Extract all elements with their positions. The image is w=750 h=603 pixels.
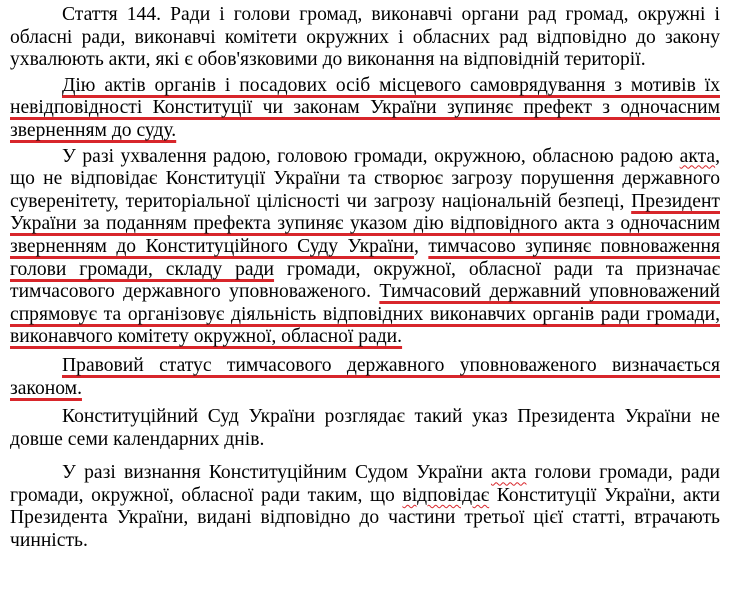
text-segment: , що не відповідає Конституції України та створює загрозу порушення державного суверенітету, територіальної цілісності чи загрозу національній безпеці, — [10, 145, 720, 212]
text-segment: У разі визнання Конституційним Судом України — [62, 462, 491, 484]
text-segment: голови громади, ради громади, окружної, обласної ради таким, що — [10, 462, 720, 506]
underlined-temporary-commissioner: Тимчасовий державний уповноважений спрямовує та організовує діяльність відповідних виконавчих органів ради громади, виконавчого комітету окружної, обласної ради. — [10, 281, 720, 348]
text-segment: Конституції України, акти Президента України, видані відповідно до частини третьої цієї статті, втрачають чинність. — [10, 484, 721, 552]
spellcheck-word: акта — [490, 462, 527, 484]
paragraph-president-decree — [10, 146, 720, 349]
text-segment: , — [414, 235, 429, 257]
paragraph-acts-lose-force — [10, 462, 720, 552]
underlined-president-suspends: Президент України за поданням префекта зупиняє указом дію відповідного акта з одночасним зверненням до Конституційного Суду України — [10, 190, 720, 257]
paragraph-prefect-suspension: Дію актів органів і посадових осіб місцевого самоврядування з мотивів їх невідповідності Конституції чи законам України зупиняє префект з одночасним зверненням до суду. — [10, 74, 720, 141]
spellcheck-word: акта — [679, 145, 716, 167]
underlined-temporarily-suspends: тимчасово зупиняє повноваження голови громади, складу ради — [10, 235, 720, 280]
paragraph-constitutional-court-review: Конституційний Суд України розглядає такий указ Президента України не довше семи календарних днів. — [10, 406, 720, 450]
spellcheck-word: відповідає — [402, 484, 490, 506]
text-segment: громади, окружної, обласної ради та призначає тимчасового державного уповноваженого. — [10, 258, 720, 303]
paragraph-legal-status: Правовий статус тимчасового державного уповноваженого визначається законом. — [10, 354, 720, 399]
paragraph-article-144: Стаття 144. Ради і голови громад, виконавчі органи рад громад, окружні і обласні ради, виконавчі комітети окружних і обласних рад відповідно до закону ухвалюють акти, які є обов'язковими до виконання на відповідній території. — [10, 4, 720, 71]
text-segment: У разі ухвалення радою, головою громади, окружною, обласною радою — [62, 145, 680, 167]
